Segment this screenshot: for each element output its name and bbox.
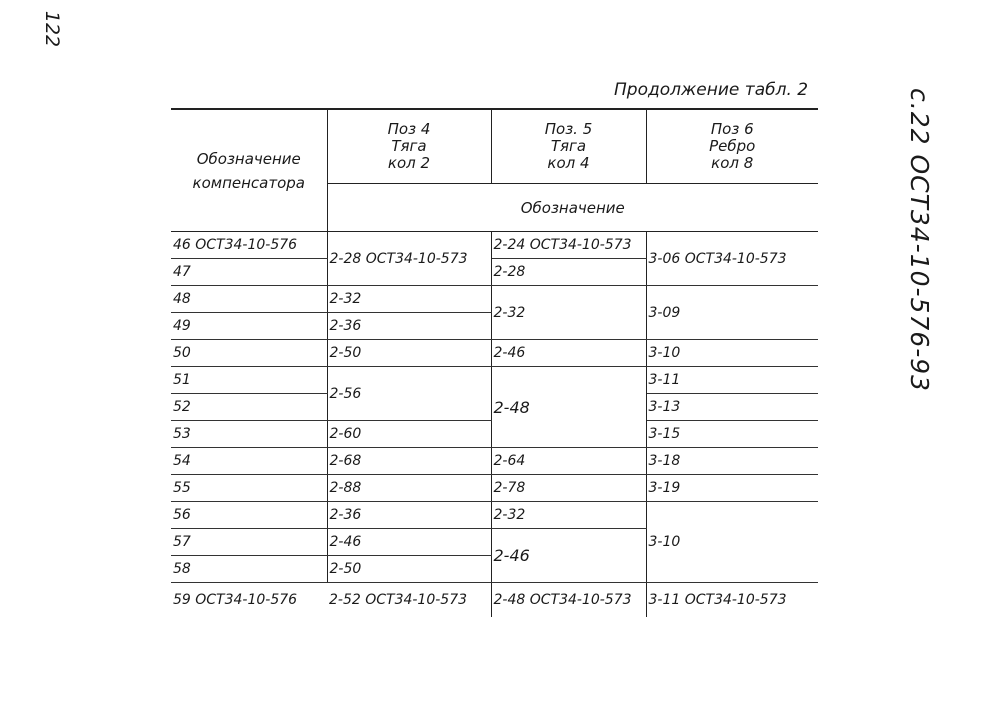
table-cell: 51: [171, 367, 327, 394]
table-cell: 59 ОСТ34-10-576: [171, 583, 327, 618]
table-row: [171, 448, 818, 475]
table-cell: 3-10: [646, 502, 818, 583]
header-pos6: Поз 6 Ребро кол 8: [646, 109, 818, 184]
table-cell: 2-36: [327, 502, 491, 529]
table-row: [171, 232, 818, 259]
header-pos4: Поз 4 Тяга кол 2: [327, 109, 491, 184]
table-cell: 2-46: [491, 340, 646, 367]
table-cell: 46 ОСТ34-10-576: [171, 232, 327, 259]
table-row: [171, 286, 818, 313]
table-cell: 48: [171, 286, 327, 313]
table-cell: 3-09: [646, 286, 818, 340]
table-cell: 2-52 ОСТ34-10-573: [327, 583, 491, 618]
table-cell: 2-56: [327, 367, 491, 421]
table-cell: 3-10: [646, 340, 818, 367]
header-pos5: Поз. 5 Тяга кол 4: [491, 109, 646, 184]
table-cell: 52: [171, 394, 327, 421]
table-cell: 2-46: [491, 529, 646, 583]
table-cell: 2-28: [491, 259, 646, 286]
table-cell: 3-11: [646, 367, 818, 394]
table-cell: 2-78: [491, 475, 646, 502]
table-cell: 3-18: [646, 448, 818, 475]
header-designation-sub: Обозначение: [520, 198, 625, 217]
table-row: [171, 367, 818, 394]
table-cell: 56: [171, 502, 327, 529]
table-cell: 3-06 ОСТ34-10-573: [646, 232, 818, 286]
table-cell: 2-50: [327, 556, 491, 583]
table-cell: 53: [171, 421, 327, 448]
table-cell: 3-15: [646, 421, 818, 448]
table-cell: 2-68: [327, 448, 491, 475]
table-cell: 58: [171, 556, 327, 583]
table-row: [171, 475, 818, 502]
table-cell: 2-32: [491, 286, 646, 340]
table-cell: 2-24 ОСТ34-10-573: [491, 232, 646, 259]
table-cell: 2-88: [327, 475, 491, 502]
table-cell: 55: [171, 475, 327, 502]
table-cell: 47: [171, 259, 327, 286]
table-cell: 3-13: [646, 394, 818, 421]
table-cell: 57: [171, 529, 327, 556]
table-continuation-label: Продолжение табл. 2: [614, 80, 809, 100]
table-cell: 2-46: [327, 529, 491, 556]
table-cell: 2-60: [327, 421, 491, 448]
table-cell: 2-48: [491, 367, 646, 448]
table-cell: 49: [171, 313, 327, 340]
compensator-table: [171, 108, 818, 617]
table-cell: 2-64: [491, 448, 646, 475]
table-row: [171, 340, 818, 367]
table-cell: 2-36: [327, 313, 491, 340]
table-cell: 2-48 ОСТ34-10-573: [491, 583, 646, 618]
table-cell: 3-11 ОСТ34-10-573: [646, 583, 818, 618]
table-cell: 2-32: [327, 286, 491, 313]
document-code: с.22 ОСТ34-10-576-93: [905, 88, 934, 393]
table-row: [171, 583, 818, 618]
table-cell: 3-19: [646, 475, 818, 502]
table-cell: 50: [171, 340, 327, 367]
table-cell: 54: [171, 448, 327, 475]
page-number: 122: [41, 10, 64, 48]
table-cell: 2-50: [327, 340, 491, 367]
table-cell: 2-28 ОСТ34-10-573: [327, 232, 491, 286]
table-row: [171, 502, 818, 529]
table-cell: 2-32: [491, 502, 646, 529]
header-designation: Обозначение компенсатора: [171, 109, 327, 232]
